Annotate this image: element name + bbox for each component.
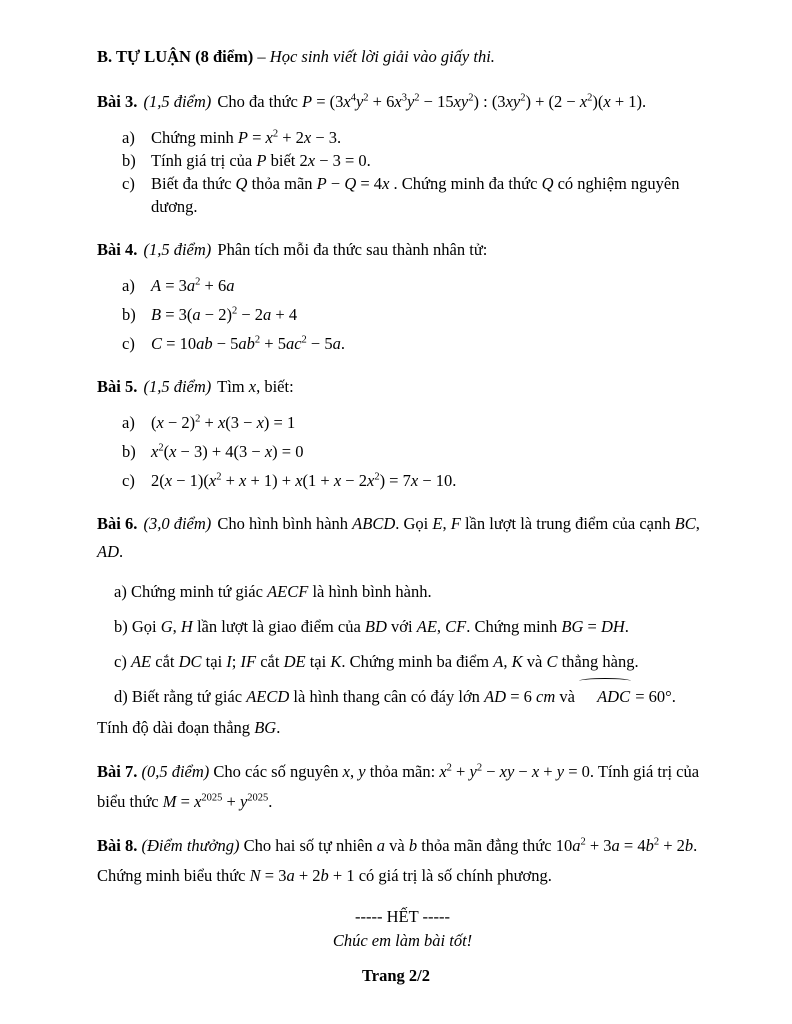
problem-3-stem <box>97 88 708 116</box>
closing-wish: Chúc em làm bài tốt! <box>332 931 473 950</box>
problem-3-item-b <box>122 149 708 172</box>
item-text: $(x - 2)^2 + x(3 - x) = 1$ <box>151 413 296 432</box>
problem-4-label: Bài 4. <box>97 240 138 259</box>
problem-5-stem <box>97 373 708 401</box>
item-text: Tính giá trị của P biết 2x − 3 = 0. <box>151 151 371 170</box>
item-label: a) <box>122 413 135 432</box>
end-marker: ----- HẾT ----- <box>355 907 450 926</box>
item-label: a) <box>122 276 135 295</box>
item-text: Chứng minh tứ giác AECF là hình bình hành. <box>130 582 432 601</box>
item-text: $C = 10ab - 5ab^2 + 5ac^2 - 5a$. <box>151 334 345 353</box>
problem-3-text: Cho đa thức $P = (3x^4y^2 + 6x^3y^2 - 15xy^2)$ : $(3xy^2) + (2 - x^2)(x + 1)$. <box>217 92 647 111</box>
problem-3-points: (1,5 điểm) <box>143 92 212 111</box>
problem-3-label: Bài 3. <box>97 92 138 111</box>
problem-4-points: (1,5 điểm) <box>143 240 212 259</box>
section-header <box>97 46 708 68</box>
problem-8-label: Bài 8. <box>97 836 138 855</box>
problem-6-points: (3,0 điểm) <box>143 514 212 533</box>
problem-5-items <box>97 411 708 492</box>
problem-8-text: Cho hai số tự nhiên a và b thỏa mãn đẳng thức $10a^2 + 3a = 4b^2 + 2b$. Chứng minh biểu thức N = 3a + 2b + 1 có giá trị là số chính phương. <box>97 836 698 885</box>
item-label: c) <box>122 471 135 490</box>
item-label: a) <box>122 128 135 147</box>
item-label: d) <box>114 687 128 706</box>
problem-6-item-d <box>97 681 708 743</box>
problem-6-text: Cho hình bình hành ABCD. Gọi E, F lần lượt là trung điểm của cạnh BC, AD. <box>97 514 700 561</box>
problem-7 <box>97 757 708 817</box>
problem-8 <box>97 831 708 891</box>
item-label: b) <box>122 442 136 461</box>
problem-3-item-c <box>122 172 708 218</box>
problem-4-item-c <box>122 332 708 355</box>
item-label: b) <box>122 305 136 324</box>
problem-7-text: Cho các số nguyên x, y thỏa mãn: $x^2 + y^2$ − xy − x + y = 0. Tính giá trị của biểu thức $M = x^{2025} + y^{2025}$. <box>97 762 700 811</box>
problem-5-text: Tìm x, biết: <box>217 377 294 396</box>
section-subtitle: – Học sinh viết lời giải vào giấy thi. <box>257 47 495 66</box>
section-title: B. TỰ LUẬN (8 điểm) <box>97 47 254 66</box>
problem-5-item-b <box>122 440 708 463</box>
problem-8-points: (Điểm thưởng) <box>141 836 240 855</box>
problem-3-items <box>97 126 708 218</box>
problem-5-points: (1,5 điểm) <box>143 377 212 396</box>
item-text: Gọi G, H lần lượt là giao điểm của BD với AE, CF. Chứng minh BG = DH. <box>131 617 629 636</box>
item-text: $2(x - 1)(x^2 + x + 1) + x(1 + x - 2x^2) = 7x - 10$. <box>151 471 457 490</box>
problem-7-points: (0,5 điểm) <box>141 762 210 781</box>
item-text: $B = 3(a - 2)^2 - 2a + 4$ <box>151 305 298 324</box>
problem-6-item-c <box>97 646 708 677</box>
item-label: a) <box>114 582 127 601</box>
problem-4-items <box>97 274 708 355</box>
item-label: b) <box>114 617 128 636</box>
problem-4-item-a <box>122 274 708 297</box>
problem-5-item-c <box>122 469 708 492</box>
problem-5-label: Bài 5. <box>97 377 138 396</box>
item-text: Biết đa thức Q thỏa mãn P − Q = 4x . Chứng minh đa thức Q có nghiệm nguyên dương. <box>151 174 680 216</box>
problem-6-item-a <box>97 576 708 607</box>
problem-7-label: Bài 7. <box>97 762 138 781</box>
item-text: Chứng minh $P = x^2 + 2x - 3$. <box>151 128 342 147</box>
problem-3-item-a <box>122 126 708 149</box>
problem-4-item-b <box>122 303 708 326</box>
page-number: Trang 2/2 <box>362 966 430 985</box>
problem-6-stem <box>97 510 708 566</box>
item-text: $x^2(x - 3) + 4(3 - x) = 0$ <box>151 442 304 461</box>
item-label: c) <box>122 334 135 353</box>
problem-6-item-b <box>97 611 708 642</box>
item-text: Biết rằng tứ giác AECD là hình thang cân có đáy lớn AD = 6 cm và ADC = 60°. Tính độ dài đoạn thẳng BG. <box>97 687 676 737</box>
item-text: AE cắt DC tại I; IF cắt DE tại K. Chứng minh ba điểm A, K và C thẳng hàng. <box>130 652 639 671</box>
item-label: c) <box>114 652 127 671</box>
problem-5-item-a <box>122 411 708 434</box>
problem-6-label: Bài 6. <box>97 514 138 533</box>
problem-4-text: Phân tích mỗi đa thức sau thành nhân tử: <box>217 240 488 259</box>
item-text: $A = 3a^2 + 6a$ <box>151 276 235 295</box>
item-label: c) <box>122 174 135 193</box>
problem-4-stem <box>97 236 708 264</box>
item-label: b) <box>122 151 136 170</box>
